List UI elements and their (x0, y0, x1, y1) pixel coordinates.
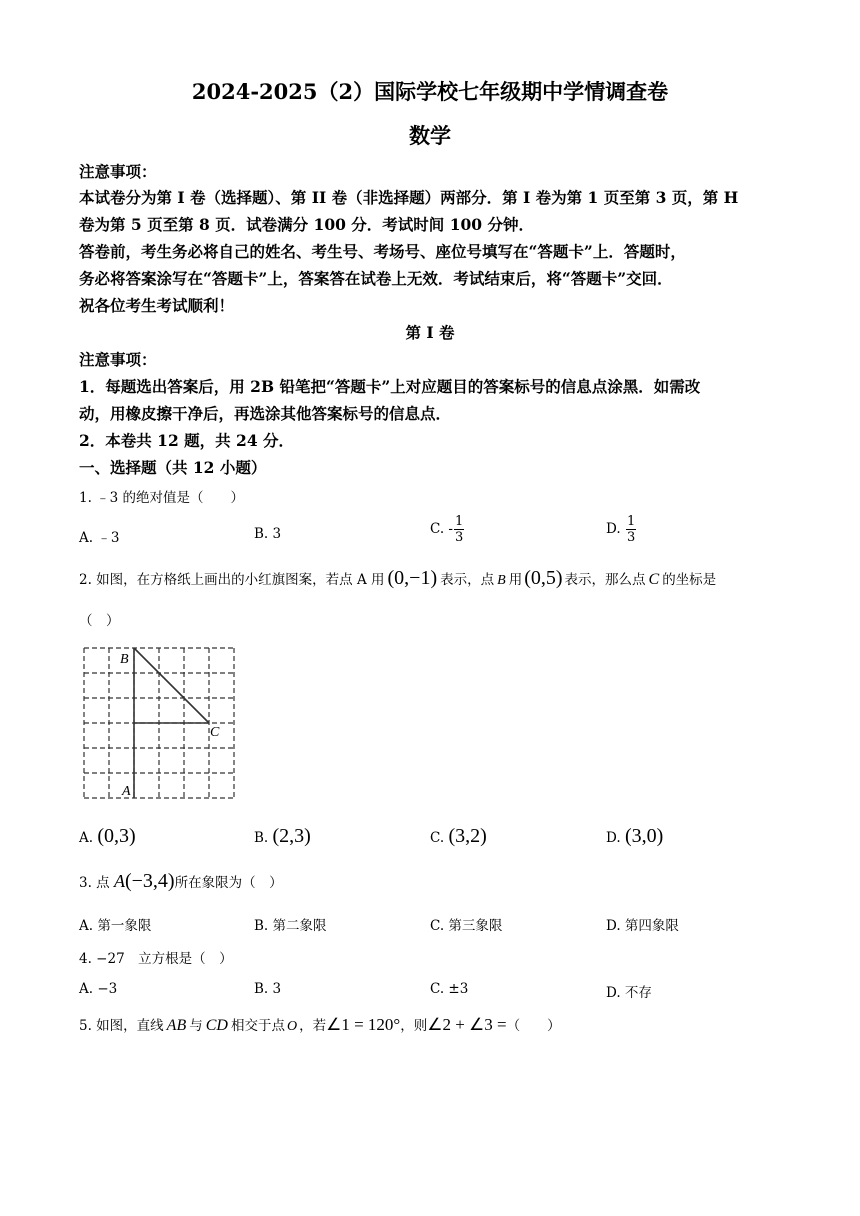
q3-stem (79, 870, 283, 893)
figure-label-b: B (120, 652, 129, 667)
q5-blank: （ ） (506, 1018, 561, 1034)
notice-line-4: 务必将答案涂写在“答题卡”上，答案答在试卷上无效．考试结束后，将“答题卡”交回． (79, 269, 673, 288)
q1-option-d-prefix: D. (606, 521, 625, 537)
q2-option-a-value: (0,3) (97, 825, 136, 847)
q1-option-c-prefix: C. - (430, 521, 453, 537)
q4-stem: 4. −27 立方根是（ ） (79, 951, 233, 967)
q5-stem-part4: ，若 (299, 1018, 327, 1034)
q4-option-b[interactable]: B. 3 (254, 981, 282, 997)
q1-d-numerator: 1 (626, 514, 636, 529)
q1-option-c[interactable] (430, 514, 464, 545)
section-item-1a: 1．每题选出答案后，用 2B 铅笔把“答题卡”上对应题目的答案标号的信息点涂黑．如需改 (79, 377, 701, 396)
q5-angle-sum: ∠2 + ∠3 = (427, 1015, 507, 1034)
section-heading: 第 I 卷 (405, 323, 455, 342)
q2-point-c: C (648, 571, 660, 588)
q3-coord: (−3,4) (124, 870, 175, 892)
q2-option-c-value: (3,2) (448, 825, 487, 847)
q5-line-cd: CD (205, 1017, 228, 1034)
section-item-2: 2．本卷共 12 题，共 24 分． (79, 431, 295, 450)
q2-coord-b: (0,5) (524, 567, 563, 589)
q5-stem (79, 1014, 561, 1035)
notice-line-1: 本试卷分为第 I 卷（选择题）、第 II 卷（非选择题）两部分．第 I 卷为第 1 页至第 3 页，第 H (79, 188, 739, 207)
q2-stem (79, 567, 716, 590)
q2-blank: （ ） (79, 613, 120, 629)
q1-option-d[interactable] (606, 514, 636, 545)
q4-option-c[interactable]: C. ±3 (430, 981, 469, 997)
q2-grid-figure (80, 644, 240, 804)
q2-option-b[interactable] (254, 825, 311, 848)
q5-stem-part2: 与 (189, 1018, 203, 1034)
q5-angle-1: ∠1 = 120° (326, 1015, 401, 1034)
q1-option-d-fraction (626, 514, 636, 545)
q2-option-a[interactable] (79, 825, 136, 848)
figure-label-a: A (122, 784, 131, 799)
q2-option-c-label: C. (430, 830, 445, 846)
q3-option-a[interactable]: A. 第一象限 (79, 918, 152, 934)
q1-option-b[interactable]: B. 3 (254, 526, 282, 542)
q4-option-a[interactable]: A. −3 (79, 981, 118, 997)
q5-line-ab: AB (166, 1017, 187, 1034)
q2-option-a-label: A. (79, 830, 94, 846)
q3-option-d[interactable]: D. 第四象限 (606, 918, 679, 934)
q2-stem-part1: 2. 如图，在方格纸上画出的小红旗图案，若点 A 用 (79, 572, 385, 588)
q2-option-d[interactable] (606, 825, 663, 848)
q2-stem-part4: 表示，那么点 (564, 572, 646, 588)
exam-title: 2024-2025（2）国际学校七年级期中学情调查卷 (191, 79, 669, 104)
q3-option-c[interactable]: C. 第三象限 (430, 918, 503, 934)
q5-stem-part3: 相交于点 (230, 1018, 285, 1034)
q2-option-d-label: D. (606, 830, 621, 846)
q2-option-b-value: (2,3) (272, 825, 311, 847)
notice-line-2: 卷为第 5 页至第 8 页．试卷满分 100 分．考试时间 100 分钟． (79, 215, 534, 234)
figure-label-c: C (210, 725, 220, 740)
q4-option-d[interactable]: D. 不存 (606, 985, 652, 1001)
notice-line-3: 答卷前，考生务必将自己的姓名、考生号、考场号、座位号填写在“答题卡”上．答题时， (79, 242, 686, 261)
q2-coord-a: (0,−1) (387, 567, 438, 589)
part-title: 一、选择题（共 12 小题） (79, 458, 267, 477)
q1-d-denominator: 3 (626, 530, 636, 545)
q5-point-o: O (286, 1019, 298, 1034)
subject-title: 数学 (409, 123, 451, 148)
q1-c-numerator: 1 (455, 514, 464, 529)
q3-stem-part1: 3. 点 (79, 875, 110, 891)
q5-stem-part5: ，则 (400, 1018, 428, 1034)
q1-option-a[interactable]: A. ﹣3 (79, 530, 120, 546)
section-notice-heading: 注意事项： (79, 350, 157, 369)
q2-option-c[interactable] (430, 825, 487, 848)
q2-option-d-value: (3,0) (624, 825, 664, 847)
q3-option-b[interactable]: B. 第二象限 (254, 918, 327, 934)
section-item-1b: 动，用橡皮擦干净后，再选涂其他答案标号的信息点． (79, 404, 452, 423)
q2-option-b-label: B. (254, 830, 269, 846)
notice-heading: 注意事项： (79, 162, 157, 181)
q2-stem-part3: 用 (508, 572, 523, 588)
q2-point-b: B (497, 573, 506, 588)
q3-stem-part2: 所在象限为（ ） (174, 875, 283, 891)
q1-stem: 1. ﹣3 的绝对值是（ ） (79, 490, 245, 506)
q1-option-c-fraction (454, 514, 464, 545)
q2-stem-part5: 的坐标是 (662, 572, 717, 588)
notice-line-5: 祝各位考生考试顺利！ (79, 296, 235, 315)
q3-point: A (113, 871, 125, 891)
q2-stem-part2: 表示，点 (440, 572, 495, 588)
q5-stem-part1: 5. 如图，直线 (79, 1018, 164, 1034)
q1-c-denominator: 3 (455, 530, 464, 545)
flag-shape (134, 648, 209, 798)
